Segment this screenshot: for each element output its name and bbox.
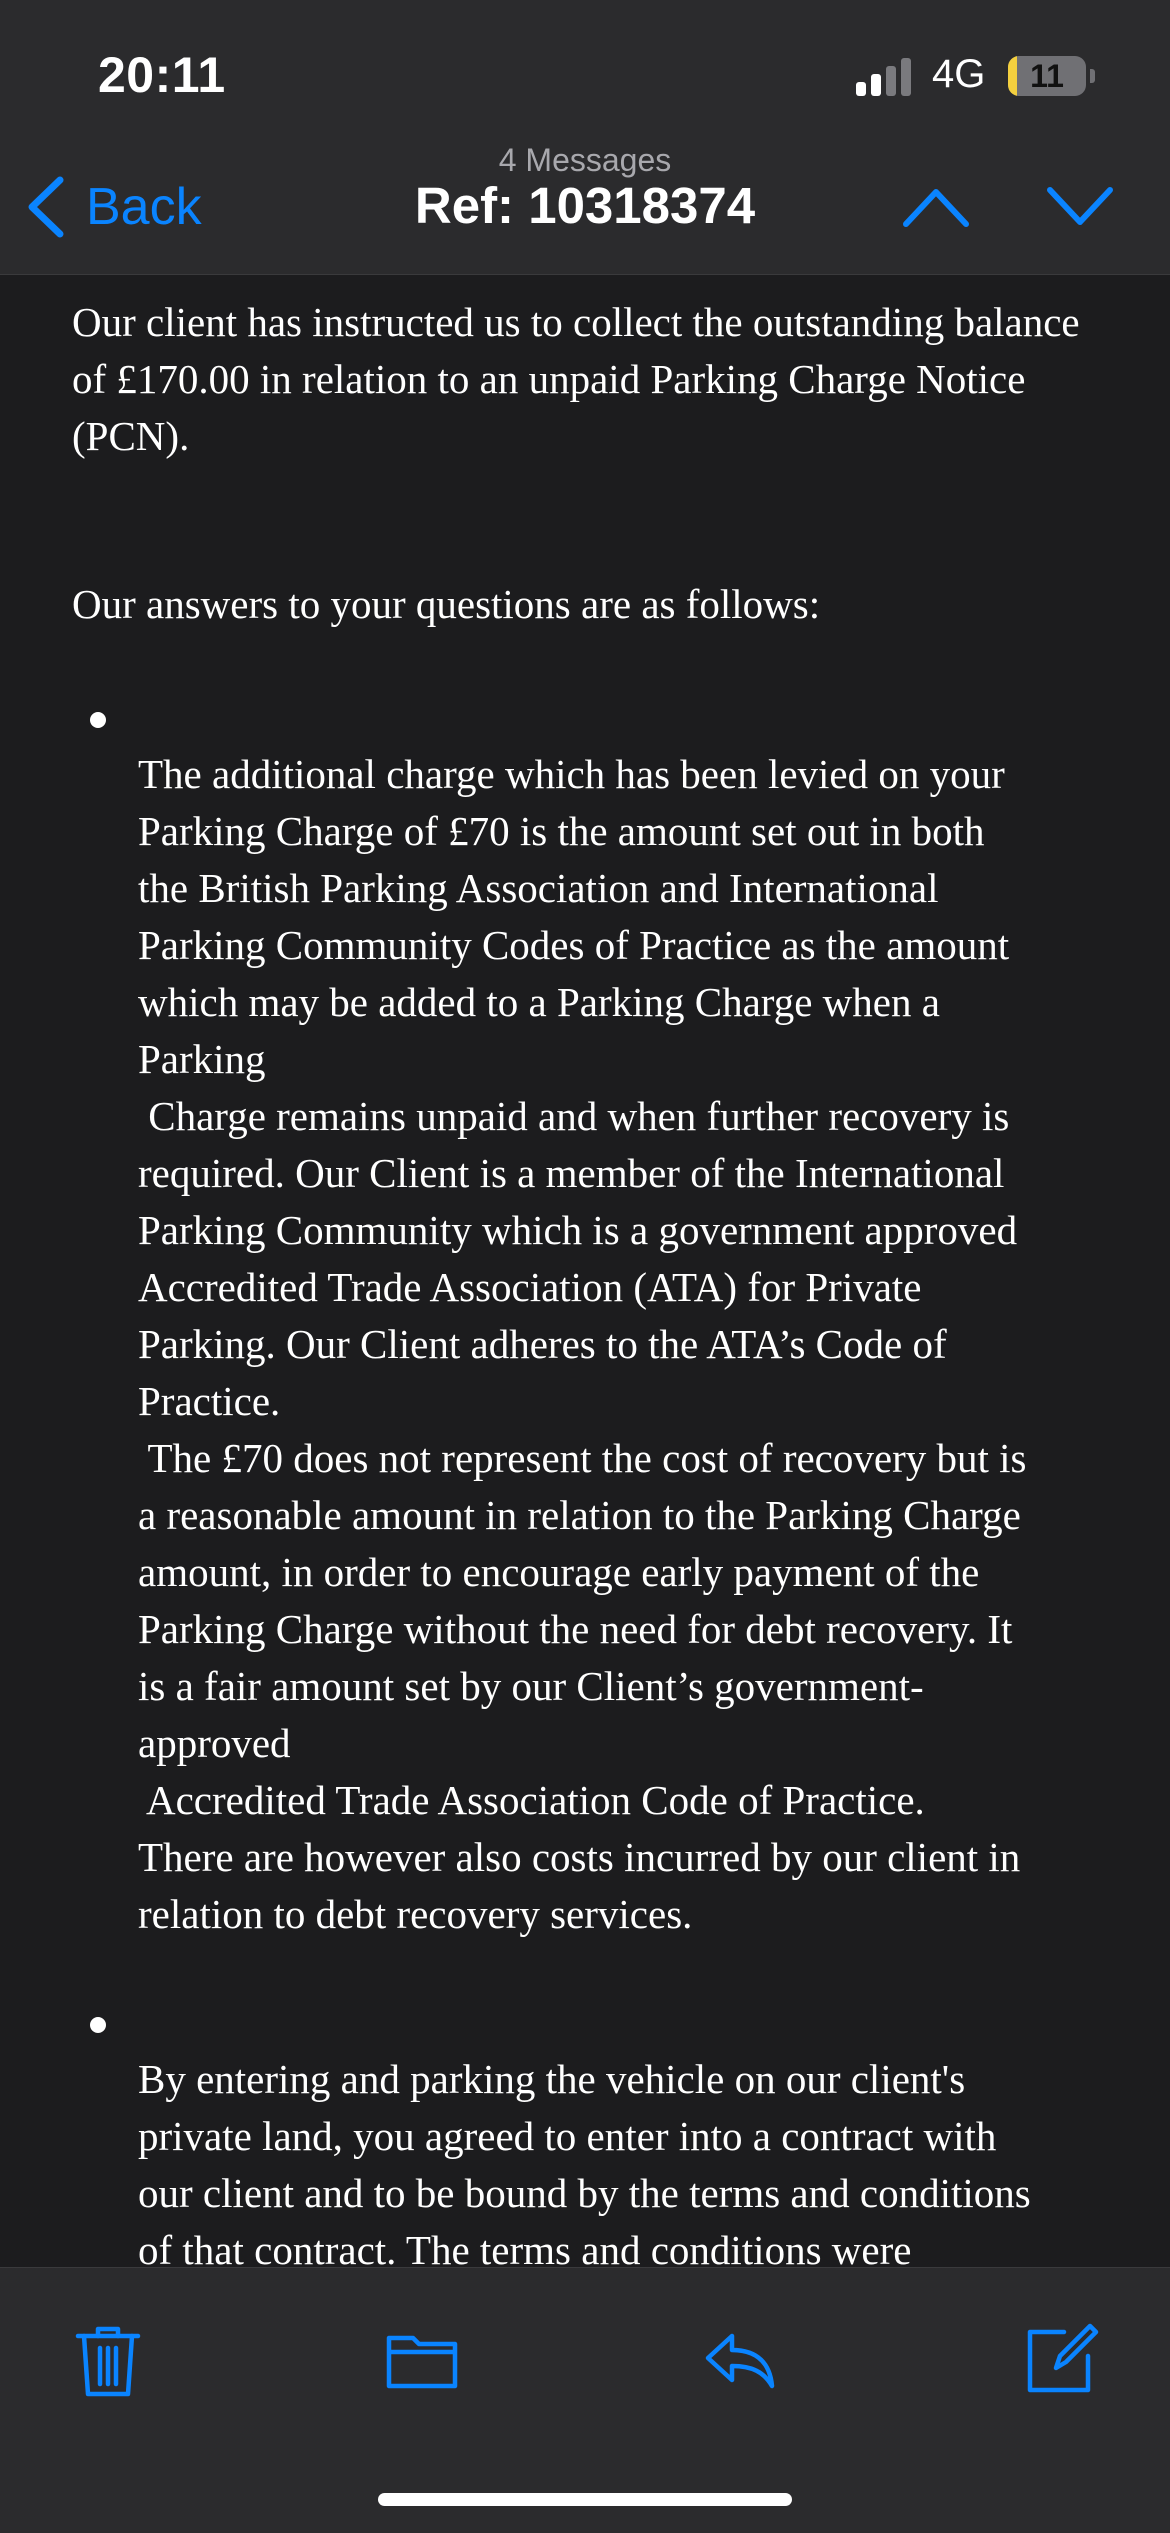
answer-1-text — [138, 746, 1148, 1943]
text-line: Parking Community which is a government approved — [138, 1207, 1018, 1253]
chevron-up-icon — [900, 180, 972, 232]
text-line: Parking Community Codes of Practice as the amount — [138, 922, 1010, 968]
text-line: Accredited Trade Association Code of Practice. — [138, 1777, 925, 1823]
message-count: 4 Messages — [498, 142, 672, 178]
next-message-button[interactable] — [1044, 180, 1116, 232]
text-line: a reasonable amount in relation to the Parking Charge — [138, 1492, 1021, 1538]
text-line: the British Parking Association and International — [138, 865, 939, 911]
bullet-point — [90, 712, 106, 728]
text-line: The additional charge which has been levied on your — [138, 751, 1005, 797]
text-line: Parking. Our Client adheres to the ATA’s Code of — [138, 1321, 947, 1367]
status-time: 20:11 — [98, 47, 226, 103]
text-line: Practice. — [138, 1378, 281, 1424]
previous-message-button[interactable] — [900, 180, 972, 232]
battery-icon — [1008, 56, 1094, 96]
back-label: Back — [86, 178, 202, 236]
network-type: 4G — [932, 52, 986, 96]
email-body[interactable] — [0, 274, 1170, 2267]
cellular-signal-icon — [856, 58, 914, 96]
text-line: Parking — [138, 1036, 266, 1082]
text-line: There are however also costs incurred by our client in — [138, 1834, 1021, 1880]
text-line: By entering and parking the vehicle on our client's — [138, 2056, 966, 2102]
folder-icon — [383, 2320, 463, 2400]
text-line: amount, in order to encourage early payment of the — [138, 1549, 980, 1595]
text-line: Accredited Trade Association (ATA) for Private — [138, 1264, 922, 1310]
reply-button[interactable] — [700, 2320, 780, 2400]
chevron-down-icon — [1044, 180, 1116, 232]
text-line: approved — [138, 1720, 291, 1766]
thread-title: Ref: 10318374 — [414, 177, 756, 234]
answer-2-text — [138, 2051, 1148, 2267]
reply-icon — [700, 2320, 780, 2400]
text-line: is a fair amount set by our Client’s government- — [138, 1663, 924, 1709]
text-line: our client and to be bound by the terms and conditions — [138, 2170, 1031, 2216]
trash-icon — [68, 2320, 148, 2400]
text-line: The £70 does not represent the cost of recovery but is — [138, 1435, 1027, 1481]
email-intro-paragraph: Our client has instructed us to collect the outstanding balance of £170.00 in relation to an unpaid Parking Charge Notice (PCN). — [72, 299, 1080, 459]
bullet-point — [90, 2017, 106, 2033]
text-line: private land, you agreed to enter into a contract with — [138, 2113, 997, 2159]
battery-level: 11 — [1030, 58, 1064, 94]
trash-button[interactable] — [68, 2320, 148, 2400]
text-line: of that contract. The terms and conditions were — [138, 2227, 912, 2267]
text-line: required. Our Client is a member of the International — [138, 1150, 1005, 1196]
text-line: which may be added to a Parking Charge when a — [138, 979, 940, 1025]
answers-intro-paragraph: Our answers to your questions are as follows: — [72, 581, 821, 627]
compose-icon — [1020, 2320, 1100, 2400]
compose-button[interactable] — [1020, 2320, 1100, 2400]
text-line: relation to debt recovery services. — [138, 1891, 693, 1937]
text-line: Charge remains unpaid and when further recovery is — [138, 1093, 1010, 1139]
home-indicator[interactable] — [378, 2493, 792, 2506]
text-line: Parking Charge without the need for debt recovery. It — [138, 1606, 1013, 1652]
top-bar — [0, 0, 1170, 275]
move-to-folder-button[interactable] — [383, 2320, 463, 2400]
text-line: Parking Charge of £70 is the amount set out in both — [138, 808, 985, 854]
